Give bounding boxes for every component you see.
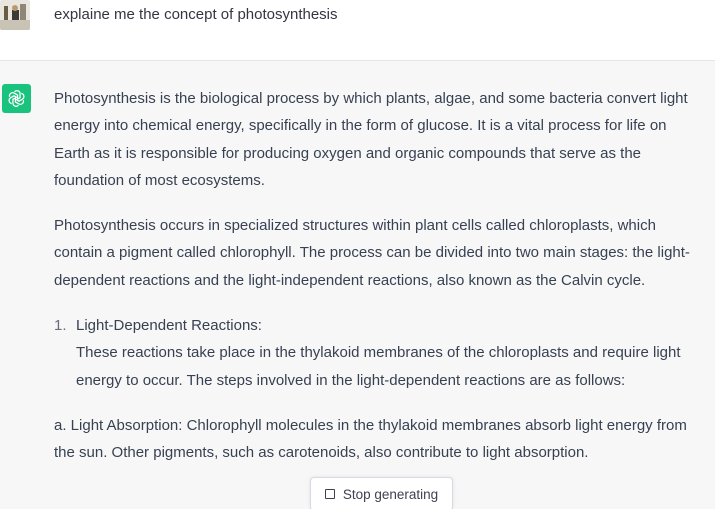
paragraph-1: Photosynthesis is the biological process by which plants, algae, and some bacteria convert light energy into chemical energy, specifically in the form of glucose. It is a vital process for life on Earth as it is responsible for producing oxygen and organic compounds that serve as the foundation of most ecosystems. [54,90,688,189]
list-number: 1. [54,317,67,335]
list-item-title: Light-Dependent Reactions: [76,317,262,335]
sub-paragraph: a. Light Absorption: Chlorophyll molecules in the thylakoid membranes absorb light energy from the sun. Other pigments, such as carotenoids, also contribute to light absorption. [54,416,687,462]
stop-generating-button[interactable] [310,477,453,509]
numbered-list [54,312,694,394]
list-item-body: These reactions take place in the thylakoid membranes of the chloroplasts and require light energy to occur. The steps involved in the light-dependent reactions are as follows: [76,344,681,389]
list-item [54,312,694,394]
stop-generating-label: Stop generating [342,486,439,502]
user-message-row [0,0,715,61]
chatgpt-logo-icon [2,84,31,113]
assistant-message-row [0,61,715,509]
user-message-text: explaine me the concept of photosynthesis [54,6,338,23]
stop-icon [325,489,335,499]
assistant-message-content [54,85,694,485]
user-avatar [0,0,30,30]
paragraph-2: Photosynthesis occurs in specialized structures within plant cells called chloroplasts, which contain a pigment called chlorophyll. The process can be divided into two main stages: the light-dependent reactions and the light-independent reactions, also known as the Calvin cycle. [54,217,690,289]
